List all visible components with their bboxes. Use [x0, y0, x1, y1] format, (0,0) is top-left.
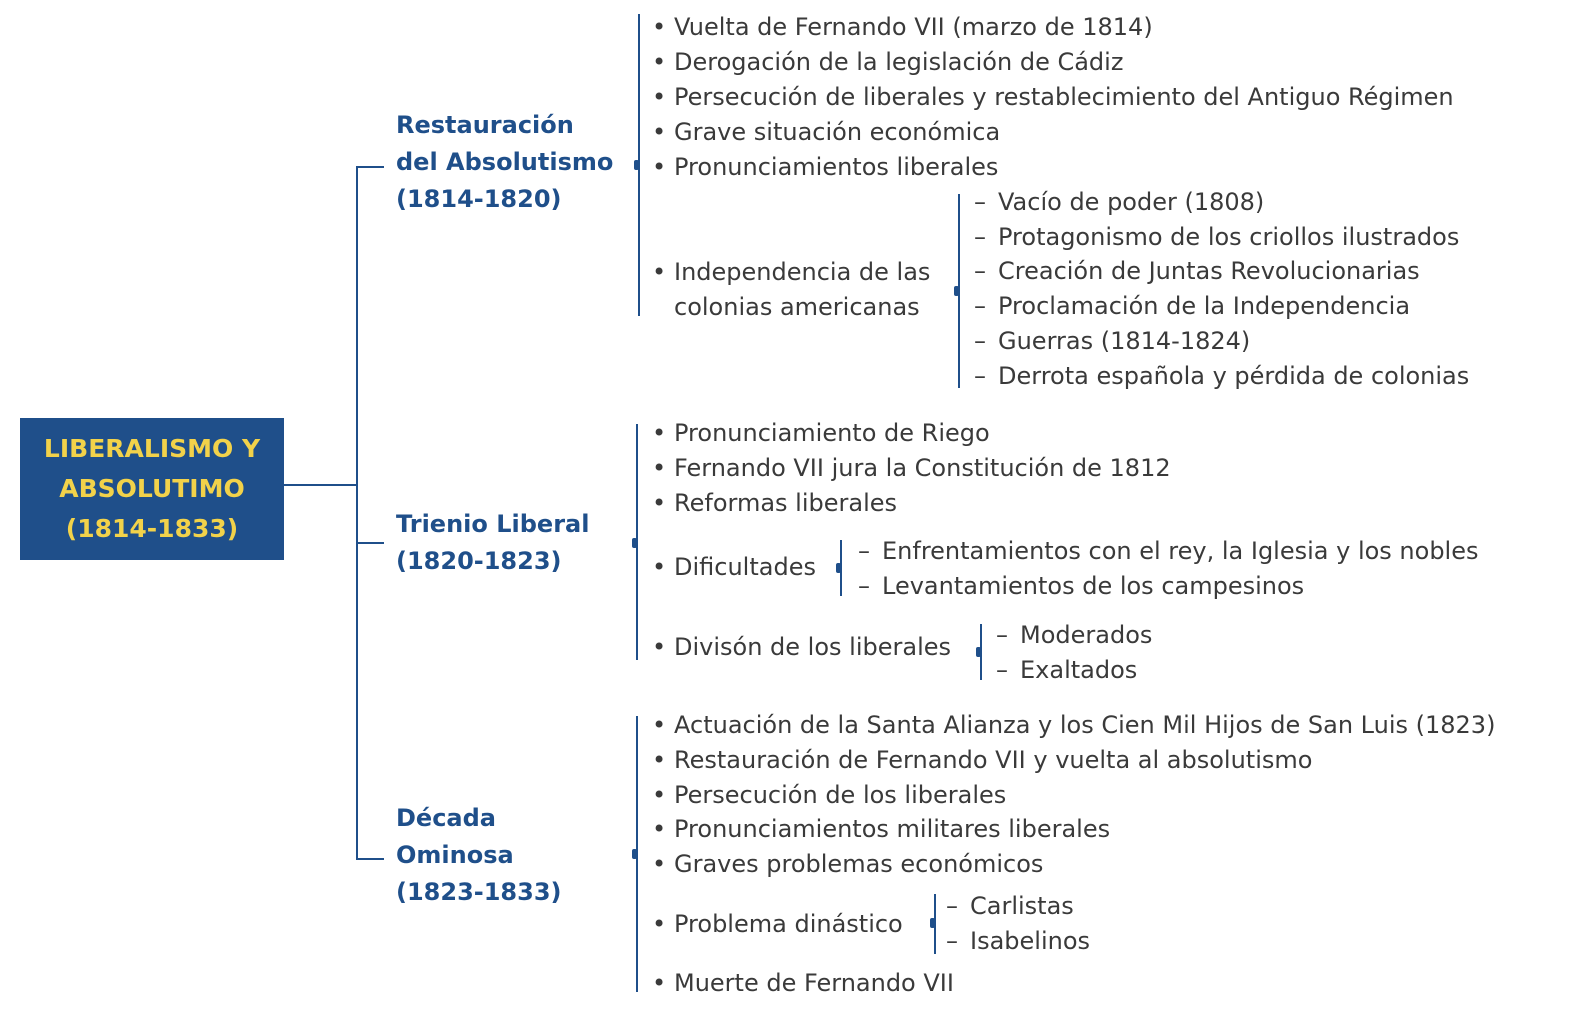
list-item: • Graves problemas económicos [652, 847, 1043, 882]
bracket-tip [634, 160, 639, 170]
section-title-line: del Absolutismo [396, 148, 614, 176]
list-item: • Grave situación económica [652, 115, 1000, 150]
sub-item: – Enfrentamientos con el rey, la Iglesia y los nobles [858, 534, 1479, 569]
bracket-tip [976, 647, 981, 657]
group-label-line: • Independencia de las [652, 255, 930, 290]
group-label-division: • Divisón de los liberales [652, 630, 951, 665]
root-title-line-1: LIBERALISMO Y [43, 434, 261, 463]
section-title-line: (1820-1823) [396, 547, 562, 575]
section-title-line: Trienio Liberal [396, 510, 590, 538]
sub-item: – Guerras (1814-1824) [974, 324, 1250, 359]
list-item: • Derogación de la legislación de Cádiz [652, 45, 1123, 80]
group-label-independencia [652, 255, 930, 325]
group-label-dificultades: • Dificultades [652, 550, 816, 585]
group-label-line: colonias americanas [674, 293, 920, 321]
list-item: • Reformas liberales [652, 486, 897, 521]
section-title-trienio [396, 506, 589, 580]
list-item: • Persecución de liberales y restablecimiento del Antiguo Régimen [652, 80, 1454, 115]
connector-branch-3 [356, 858, 384, 860]
section-title-decada [396, 800, 562, 911]
connector-main-vertical [356, 166, 358, 860]
bracket-tip [836, 563, 841, 573]
sub-item: – Levantamientos de los campesinos [858, 569, 1304, 604]
list-item: • Pronunciamiento de Riego [652, 416, 990, 451]
bracket-tip [954, 286, 959, 296]
list-item: • Restauración de Fernando VII y vuelta al absolutismo [652, 743, 1312, 778]
sub-item: – Vacío de poder (1808) [974, 185, 1264, 220]
root-topic-box [20, 418, 284, 560]
root-title-line-3: (1814-1833) [65, 514, 239, 543]
list-item: • Pronunciamientos militares liberales [652, 812, 1110, 847]
section-title-line: Década [396, 804, 496, 832]
bracket-tip [930, 918, 935, 928]
root-title-line-2: ABSOLUTIMO [59, 474, 245, 503]
group-label-problema-dinastico: • Problema dinástico [652, 907, 903, 942]
sub-item: – Moderados [996, 618, 1152, 653]
list-item: • Actuación de la Santa Alianza y los Cien Mil Hijos de San Luis (1823) [652, 708, 1495, 743]
list-item: • Muerte de Fernando VII [652, 966, 954, 1001]
section-title-line: (1814-1820) [396, 185, 562, 213]
sub-item: – Creación de Juntas Revolucionarias [974, 254, 1420, 289]
list-item: • Pronunciamientos liberales [652, 150, 998, 185]
section-title-line: Ominosa [396, 841, 514, 869]
sub-item: – Carlistas [946, 889, 1074, 924]
sub-item: – Protagonismo de los criollos ilustrados [974, 220, 1459, 255]
section-title-line: (1823-1833) [396, 878, 562, 906]
section-title-restauracion [396, 107, 613, 218]
bracket-tip [632, 849, 637, 859]
connector-branch-2 [356, 542, 384, 544]
sub-item: – Proclamación de la Independencia [974, 289, 1410, 324]
sub-item: – Exaltados [996, 653, 1137, 688]
sub-item: – Isabelinos [946, 924, 1090, 959]
list-item: • Persecución de los liberales [652, 778, 1006, 813]
section-title-line: Restauración [396, 111, 574, 139]
bracket-tip [632, 538, 637, 548]
list-item: • Fernando VII jura la Constitución de 1812 [652, 451, 1171, 486]
list-item: • Vuelta de Fernando VII (marzo de 1814) [652, 10, 1153, 45]
connector-branch-1 [356, 166, 384, 168]
sub-item: – Derrota española y pérdida de colonias [974, 359, 1469, 394]
connector-root-horizontal [284, 484, 358, 486]
